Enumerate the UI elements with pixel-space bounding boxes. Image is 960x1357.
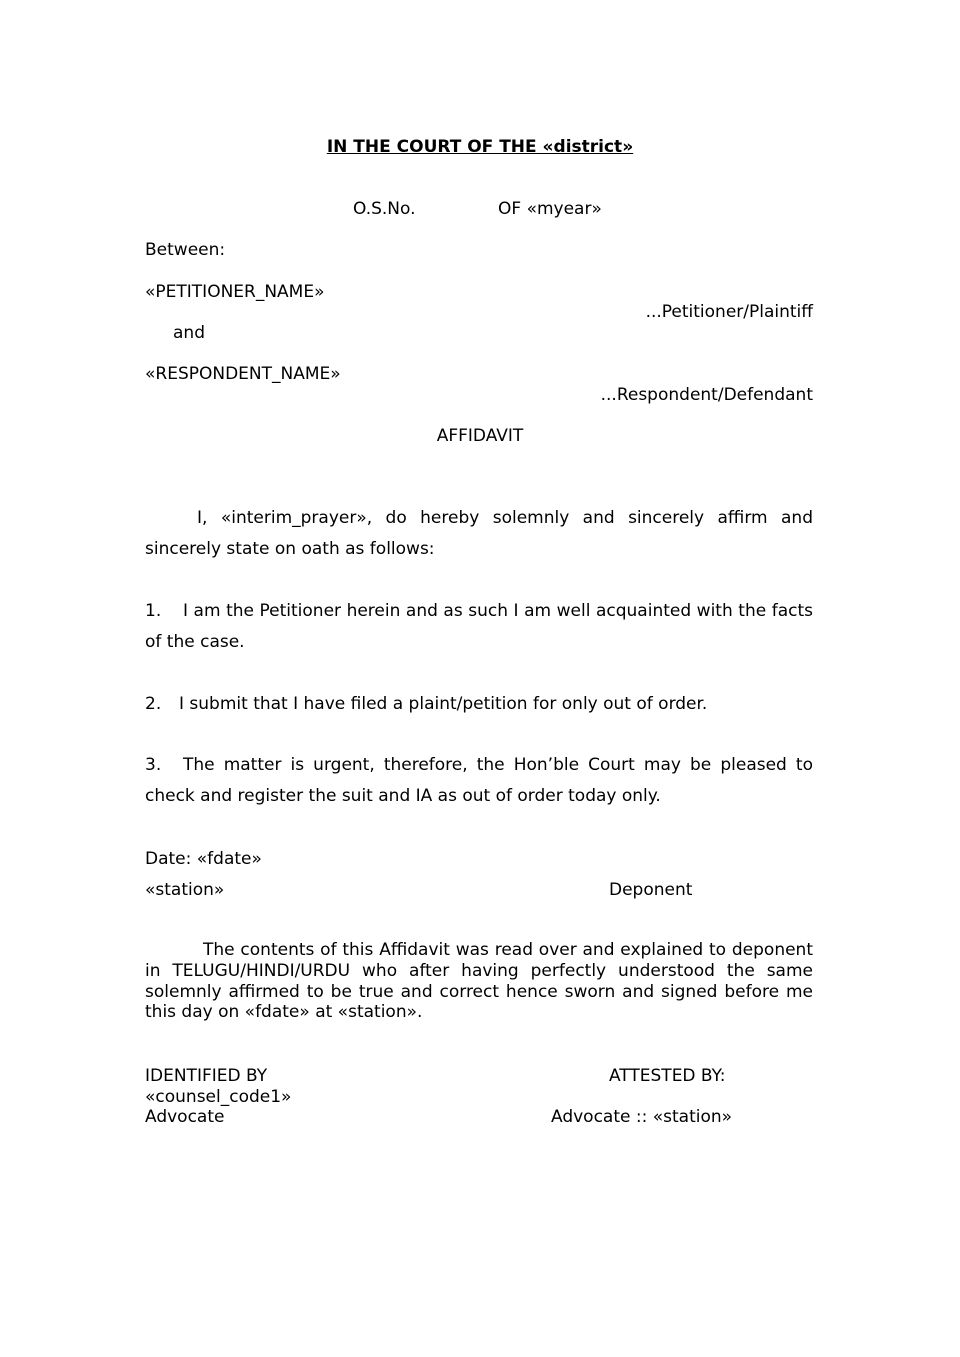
court-title: IN THE COURT OF THE «district» (326, 137, 634, 157)
respondent-name: «RESPONDENT_NAME» (145, 364, 341, 384)
and-label: and (173, 323, 205, 343)
deponent-label: Deponent (609, 880, 693, 900)
attested-by-label: ATTESTED BY: (609, 1066, 726, 1086)
respondent-role: ...Respondent/Defendant (600, 385, 813, 405)
counsel-code: «counsel_code1» (145, 1087, 292, 1107)
verification-paragraph: The contents of this Affidavit was read over and explained to deponent in TELUGU/HINDI/URDU who after having perfectly understood the same solemnly affirmed to be true and correct hence sworn and signed before me this day on «fdate» at «station». (145, 940, 813, 1023)
between-label: Between: (145, 240, 226, 260)
point-number: 1. (145, 601, 162, 621)
affidavit-point (145, 689, 813, 720)
point-text: I submit that I have filed a plaint/petition for only out of order. (179, 694, 708, 714)
point-number: 2. (145, 694, 162, 714)
affidavit-intro: I, «interim_prayer», do hereby solemnly and sincerely affirm and sincerely state on oath as follows: (145, 508, 813, 559)
affidavit-heading: AFFIDAVIT (436, 426, 524, 446)
affidavit-point (145, 750, 813, 812)
point-number: 3. (145, 755, 162, 775)
point-text: The matter is urgent, therefore, the Hon’ble Court may be pleased to check and register the suit and IA as out of order today only. (145, 755, 813, 806)
case-year: OF «myear» (498, 199, 602, 219)
date-line: Date: «fdate» (145, 849, 262, 869)
identified-by-label: IDENTIFIED BY (145, 1066, 268, 1086)
case-number-label: O.S.No. (353, 199, 416, 219)
advocate-right-label: Advocate :: «station» (551, 1107, 733, 1127)
affidavit-point (145, 596, 813, 658)
advocate-left-label: Advocate (145, 1107, 225, 1127)
petitioner-role: ...Petitioner/Plaintiff (645, 302, 813, 322)
point-text: I am the Petitioner herein and as such I am well acquainted with the facts of the case. (145, 601, 813, 652)
petitioner-name: «PETITIONER_NAME» (145, 282, 325, 302)
station-line: «station» (145, 880, 225, 900)
